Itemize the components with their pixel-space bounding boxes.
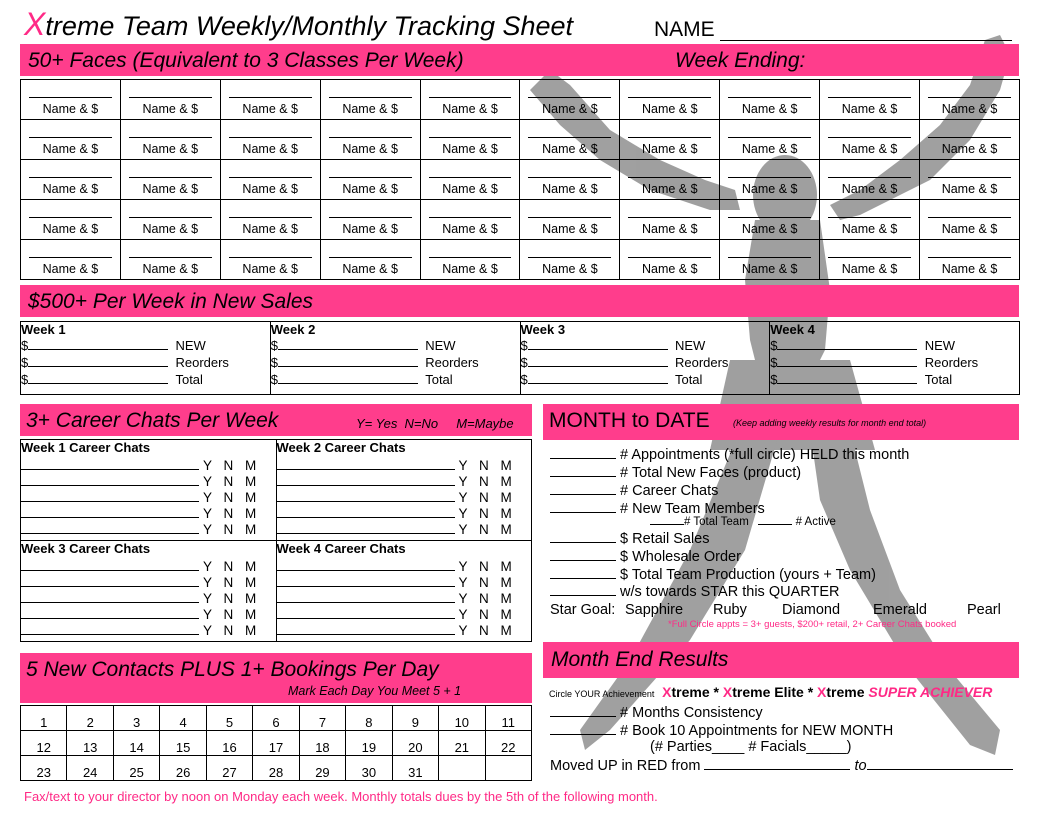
- faces-cell[interactable]: [120, 240, 220, 280]
- sales-row[interactable]: $ Total: [520, 372, 703, 387]
- contacts-heading-bar: [20, 653, 532, 703]
- career-chat-line[interactable]: Y N M: [21, 457, 276, 473]
- mtd-heading-bar: [543, 404, 1019, 440]
- calendar-day[interactable]: 20: [392, 731, 438, 756]
- calendar-day[interactable]: 18: [299, 731, 345, 756]
- faces-heading: 50+ Faces (Equivalent to 3 Classes Per Week): [28, 49, 464, 72]
- career-chat-line[interactable]: Y N M: [277, 521, 532, 537]
- calendar-day[interactable]: 9: [392, 706, 438, 731]
- calendar-day[interactable]: 27: [206, 756, 252, 781]
- faces-cell[interactable]: [720, 240, 820, 280]
- faces-cell-label: Name & $: [941, 142, 998, 156]
- achievement-xtreme-elite[interactable]: Xtreme Elite: [722, 684, 804, 700]
- calendar-day[interactable]: 17: [253, 731, 299, 756]
- faces-cell[interactable]: [520, 80, 620, 120]
- star-ruby[interactable]: Ruby: [713, 602, 747, 618]
- career-chat-line[interactable]: Y N M: [277, 489, 532, 505]
- faces-cell-label: Name & $: [841, 182, 898, 196]
- name-field[interactable]: [720, 40, 1012, 41]
- faces-cell-label: Name & $: [641, 262, 698, 276]
- faces-cell-label: Name & $: [741, 102, 798, 116]
- faces-cell[interactable]: [620, 160, 720, 200]
- faces-cell[interactable]: [320, 80, 420, 120]
- mtd-footnote: *Full Circle appts = 3+ guests, $200+ retail, 2+ Career Chats booked: [668, 619, 957, 630]
- faces-cell[interactable]: [920, 240, 1020, 280]
- faces-cell-label: Name & $: [442, 142, 498, 156]
- faces-cell[interactable]: [920, 160, 1020, 200]
- calendar-day[interactable]: 16: [206, 731, 252, 756]
- faces-cell[interactable]: [820, 80, 920, 120]
- calendar-day[interactable]: 11: [485, 706, 531, 731]
- faces-cell[interactable]: [820, 160, 920, 200]
- faces-cell-label: Name & $: [342, 262, 398, 276]
- faces-cell-label: Name & $: [142, 262, 199, 276]
- faces-cell-label: Name & $: [841, 102, 898, 116]
- faces-cell[interactable]: [520, 240, 620, 280]
- mtd-note: (Keep adding weekly results for month end total): [733, 418, 927, 428]
- faces-cell[interactable]: [420, 160, 520, 200]
- sales-row[interactable]: $ Reorders: [770, 355, 979, 370]
- faces-cell[interactable]: [820, 240, 920, 280]
- faces-cell-label: Name & $: [542, 262, 598, 276]
- career-heading: 3+ Career Chats Per Week: [26, 409, 279, 432]
- faces-cell[interactable]: [220, 160, 320, 200]
- contacts-heading: 5 New Contacts PLUS 1+ Bookings Per Day: [26, 658, 439, 681]
- mtd-ws-star[interactable]: w/s towards STAR this QUARTER: [550, 583, 839, 600]
- sales-week-4: [770, 322, 1020, 395]
- faces-cell-label: Name & $: [641, 142, 698, 156]
- faces-cell-label: Name & $: [841, 222, 898, 236]
- calendar-day[interactable]: 30: [346, 756, 392, 781]
- achievement-row: Circle YOUR Achievement Xtreme * Xtreme Elite * Xtreme SUPER ACHIEVER: [549, 684, 993, 700]
- faces-cell[interactable]: [420, 80, 520, 120]
- star-goal-label: Star Goal:: [550, 602, 616, 618]
- faces-cell-label: Name & $: [142, 222, 199, 236]
- sales-row[interactable]: $ Total: [770, 372, 953, 387]
- mtd-team-production[interactable]: $ Total Team Production (yours + Team): [550, 566, 876, 583]
- career-week-1: [21, 440, 277, 541]
- calendar-day[interactable]: 5: [206, 706, 252, 731]
- faces-cell-label: Name & $: [142, 142, 199, 156]
- faces-cell-label: Name & $: [142, 102, 199, 116]
- faces-cell[interactable]: [120, 160, 220, 200]
- calendar-day[interactable]: 7: [299, 706, 345, 731]
- star-emerald[interactable]: Emerald: [873, 602, 927, 618]
- faces-cell[interactable]: [620, 200, 720, 240]
- faces-cell[interactable]: [720, 200, 820, 240]
- career-chat-line[interactable]: Y N M: [277, 622, 532, 638]
- calendar-day[interactable]: 24: [67, 756, 113, 781]
- career-chat-line[interactable]: Y N M: [277, 574, 532, 590]
- mtd-retail-sales[interactable]: $ Retail Sales: [550, 530, 710, 547]
- faces-cell[interactable]: [220, 200, 320, 240]
- faces-cell[interactable]: [320, 200, 420, 240]
- faces-cell[interactable]: [520, 120, 620, 160]
- faces-cell[interactable]: [220, 80, 320, 120]
- month-end-heading-bar: [543, 642, 1019, 678]
- career-chat-line[interactable]: Y N M: [21, 574, 276, 590]
- sales-row[interactable]: $ NEW: [21, 338, 206, 353]
- mtd-team-active[interactable]: # Total Team # Active: [650, 515, 836, 528]
- career-legend: Y= Yes N=No M=Maybe: [356, 416, 514, 431]
- contacts-calendar: [20, 705, 532, 781]
- page-title: [24, 6, 573, 43]
- faces-cell-label: Name & $: [442, 102, 498, 116]
- faces-cell-label: Name & $: [242, 142, 299, 156]
- title-x-letter: X: [24, 6, 46, 42]
- calendar-day[interactable]: 25: [113, 756, 159, 781]
- faces-grid: [20, 79, 1020, 280]
- career-week-2: [276, 440, 532, 541]
- sales-heading: $500+ Per Week in New Sales: [28, 290, 314, 313]
- faces-cell-label: Name & $: [841, 262, 898, 276]
- calendar-day[interactable]: 31: [392, 756, 438, 781]
- footer-note: Fax/text to your director by noon on Monday each week. Monthly totals dues by the 5th of the following month.: [24, 789, 658, 804]
- career-chat-line[interactable]: Y N M: [21, 521, 276, 537]
- faces-cell-label: Name & $: [741, 262, 798, 276]
- faces-cell-label: Name & $: [542, 102, 598, 116]
- faces-cell[interactable]: [920, 80, 1020, 120]
- achievement-xtreme[interactable]: Xtreme: [662, 684, 710, 700]
- faces-cell-label: Name & $: [342, 142, 398, 156]
- sales-row[interactable]: $ Total: [21, 372, 203, 387]
- book-appointments[interactable]: # Book 10 Appointments for NEW MONTH: [550, 722, 893, 739]
- faces-cell-label: Name & $: [342, 102, 398, 116]
- calendar-day[interactable]: 15: [160, 731, 206, 756]
- faces-cell[interactable]: [420, 120, 520, 160]
- faces-cell-label: Name & $: [841, 142, 898, 156]
- calendar-empty[interactable]: [485, 756, 531, 781]
- calendar-day[interactable]: 23: [21, 756, 67, 781]
- career-week-label: Week 3 Career Chats: [21, 541, 151, 556]
- career-grid: [20, 439, 532, 642]
- faces-cell-label: Name & $: [941, 222, 998, 236]
- career-heading-bar: [20, 404, 532, 436]
- sales-week-label: Week 2: [270, 322, 316, 337]
- calendar-day[interactable]: 29: [299, 756, 345, 781]
- sales-row[interactable]: $ Reorders: [21, 355, 229, 370]
- calendar-day[interactable]: 10: [439, 706, 485, 731]
- faces-cell-label: Name & $: [741, 182, 798, 196]
- faces-cell[interactable]: [820, 120, 920, 160]
- career-chat-line[interactable]: Y N M: [21, 489, 276, 505]
- faces-cell[interactable]: [21, 160, 121, 200]
- month-end-heading: Month End Results: [551, 648, 729, 671]
- calendar-day[interactable]: 21: [439, 731, 485, 756]
- faces-cell-label: Name & $: [641, 102, 698, 116]
- faces-cell-label: Name & $: [941, 102, 998, 116]
- calendar-day[interactable]: 6: [253, 706, 299, 731]
- career-chat-line[interactable]: Y N M: [277, 606, 532, 622]
- faces-cell[interactable]: [720, 120, 820, 160]
- faces-cell[interactable]: [620, 240, 720, 280]
- sales-week-label: Week 1: [21, 322, 66, 337]
- mtd-heading: MONTH to DATE: [549, 409, 710, 432]
- faces-cell-label: Name & $: [941, 182, 998, 196]
- faces-cell-label: Name & $: [242, 182, 299, 196]
- faces-cell-label: Name & $: [542, 182, 598, 196]
- faces-cell[interactable]: [920, 200, 1020, 240]
- career-chat-line[interactable]: Y N M: [277, 505, 532, 521]
- calendar-day[interactable]: 12: [21, 731, 67, 756]
- moved-up-row[interactable]: Moved UP in RED from to: [550, 757, 1013, 774]
- calendar-day[interactable]: 28: [253, 756, 299, 781]
- calendar-day[interactable]: 4: [160, 706, 206, 731]
- faces-cell[interactable]: [620, 80, 720, 120]
- faces-cell-label: Name & $: [641, 182, 698, 196]
- faces-cell-label: Name & $: [741, 222, 798, 236]
- faces-cell[interactable]: [21, 80, 121, 120]
- faces-cell-label: Name & $: [242, 222, 299, 236]
- title-text: treme Team Weekly/Monthly Tracking Sheet: [45, 11, 574, 41]
- faces-cell[interactable]: [520, 200, 620, 240]
- calendar-day[interactable]: 1: [21, 706, 67, 731]
- calendar-empty[interactable]: [439, 756, 485, 781]
- week-ending-label: Week Ending:: [675, 49, 806, 72]
- achievement-xtreme-super[interactable]: Xtreme SUPER ACHIEVER: [817, 684, 993, 700]
- career-chat-line[interactable]: Y N M: [277, 590, 532, 606]
- faces-heading-bar: [20, 44, 1019, 76]
- faces-cell[interactable]: [320, 160, 420, 200]
- career-week-4: [276, 541, 532, 642]
- parties-facials[interactable]: (# Parties____ # Facials_____): [650, 739, 852, 755]
- faces-cell-label: Name & $: [142, 182, 199, 196]
- star-pearl[interactable]: Pearl: [967, 602, 1001, 618]
- sales-row[interactable]: $ NEW: [520, 338, 706, 353]
- contacts-subheading: Mark Each Day You Meet 5 + 1: [288, 684, 462, 698]
- calendar-day[interactable]: 8: [346, 706, 392, 731]
- sales-heading-bar: [20, 285, 1019, 317]
- mtd-appointments[interactable]: # Appointments (*full circle) HELD this month: [550, 446, 909, 463]
- sales-row[interactable]: $ Total: [270, 372, 453, 387]
- career-week-label: Week 4 Career Chats: [276, 541, 406, 556]
- career-chat-line[interactable]: Y N M: [21, 590, 276, 606]
- faces-cell-label: Name & $: [941, 262, 998, 276]
- career-week-label: Week 1 Career Chats: [21, 440, 151, 455]
- sales-week-3: [520, 322, 770, 395]
- mtd-new-faces[interactable]: # Total New Faces (product): [550, 464, 801, 481]
- faces-cell[interactable]: [320, 240, 420, 280]
- faces-cell[interactable]: [820, 200, 920, 240]
- calendar-day[interactable]: 22: [485, 731, 531, 756]
- sales-week-1: [21, 322, 271, 395]
- faces-cell[interactable]: [21, 240, 121, 280]
- calendar-day[interactable]: 26: [160, 756, 206, 781]
- career-chat-line[interactable]: Y N M: [21, 558, 276, 574]
- sales-week-label: Week 4: [770, 322, 815, 337]
- faces-cell[interactable]: [520, 160, 620, 200]
- career-chat-line[interactable]: Y N M: [21, 473, 276, 489]
- faces-cell-label: Name & $: [542, 222, 598, 236]
- faces-cell[interactable]: [420, 240, 520, 280]
- faces-cell-label: Name & $: [42, 222, 99, 236]
- sales-row[interactable]: $ Reorders: [520, 355, 729, 370]
- career-chat-line[interactable]: Y N M: [277, 558, 532, 574]
- career-chat-line[interactable]: Y N M: [277, 457, 532, 473]
- faces-cell-label: Name & $: [42, 102, 99, 116]
- faces-cell-label: Name & $: [641, 222, 698, 236]
- calendar-day[interactable]: 3: [113, 706, 159, 731]
- sales-row[interactable]: $ Reorders: [270, 355, 479, 370]
- calendar-day[interactable]: 19: [346, 731, 392, 756]
- calendar-day[interactable]: 13: [67, 731, 113, 756]
- career-week-3: [21, 541, 277, 642]
- career-chat-line[interactable]: Y N M: [21, 505, 276, 521]
- faces-cell-label: Name & $: [242, 262, 299, 276]
- faces-cell-label: Name & $: [542, 142, 598, 156]
- faces-cell-label: Name & $: [442, 182, 498, 196]
- star-diamond[interactable]: Diamond: [782, 602, 841, 618]
- faces-cell-label: Name & $: [442, 222, 498, 236]
- faces-cell[interactable]: [420, 200, 520, 240]
- faces-cell[interactable]: [320, 120, 420, 160]
- faces-cell[interactable]: [120, 200, 220, 240]
- calendar-day[interactable]: 14: [113, 731, 159, 756]
- sales-row[interactable]: $ NEW: [270, 338, 456, 353]
- mtd-wholesale-order[interactable]: $ Wholesale Order: [550, 548, 741, 565]
- faces-cell-label: Name & $: [42, 182, 99, 196]
- career-chat-line[interactable]: Y N M: [21, 606, 276, 622]
- faces-cell-label: Name & $: [342, 182, 398, 196]
- faces-cell-label: Name & $: [42, 142, 99, 156]
- faces-cell-label: Name & $: [242, 102, 299, 116]
- faces-cell[interactable]: [720, 80, 820, 120]
- faces-cell-label: Name & $: [741, 142, 798, 156]
- faces-cell[interactable]: [120, 80, 220, 120]
- calendar-day[interactable]: 2: [67, 706, 113, 731]
- mtd-new-team-members[interactable]: # New Team Members: [550, 500, 765, 517]
- faces-cell[interactable]: [720, 160, 820, 200]
- sales-row[interactable]: $ NEW: [770, 338, 956, 353]
- faces-cell-label: Name & $: [42, 262, 99, 276]
- mtd-career-chats[interactable]: # Career Chats: [550, 482, 718, 499]
- career-week-label: Week 2 Career Chats: [276, 440, 406, 455]
- months-consistency[interactable]: # Months Consistency: [550, 704, 763, 721]
- career-chat-line[interactable]: Y N M: [277, 473, 532, 489]
- faces-cell[interactable]: [220, 120, 320, 160]
- faces-cell-label: Name & $: [442, 262, 498, 276]
- faces-cell[interactable]: [620, 120, 720, 160]
- star-sapphire[interactable]: Sapphire: [625, 602, 684, 618]
- faces-cell[interactable]: [220, 240, 320, 280]
- name-label: NAME: [654, 18, 715, 41]
- career-chat-line[interactable]: Y N M: [21, 622, 276, 638]
- sales-week-label: Week 3: [520, 322, 566, 337]
- faces-cell[interactable]: [920, 120, 1020, 160]
- sales-week-2: [270, 322, 520, 395]
- faces-cell-label: Name & $: [342, 222, 398, 236]
- sales-grid: [20, 321, 1020, 395]
- faces-cell[interactable]: [120, 120, 220, 160]
- faces-cell[interactable]: [21, 200, 121, 240]
- faces-cell[interactable]: [21, 120, 121, 160]
